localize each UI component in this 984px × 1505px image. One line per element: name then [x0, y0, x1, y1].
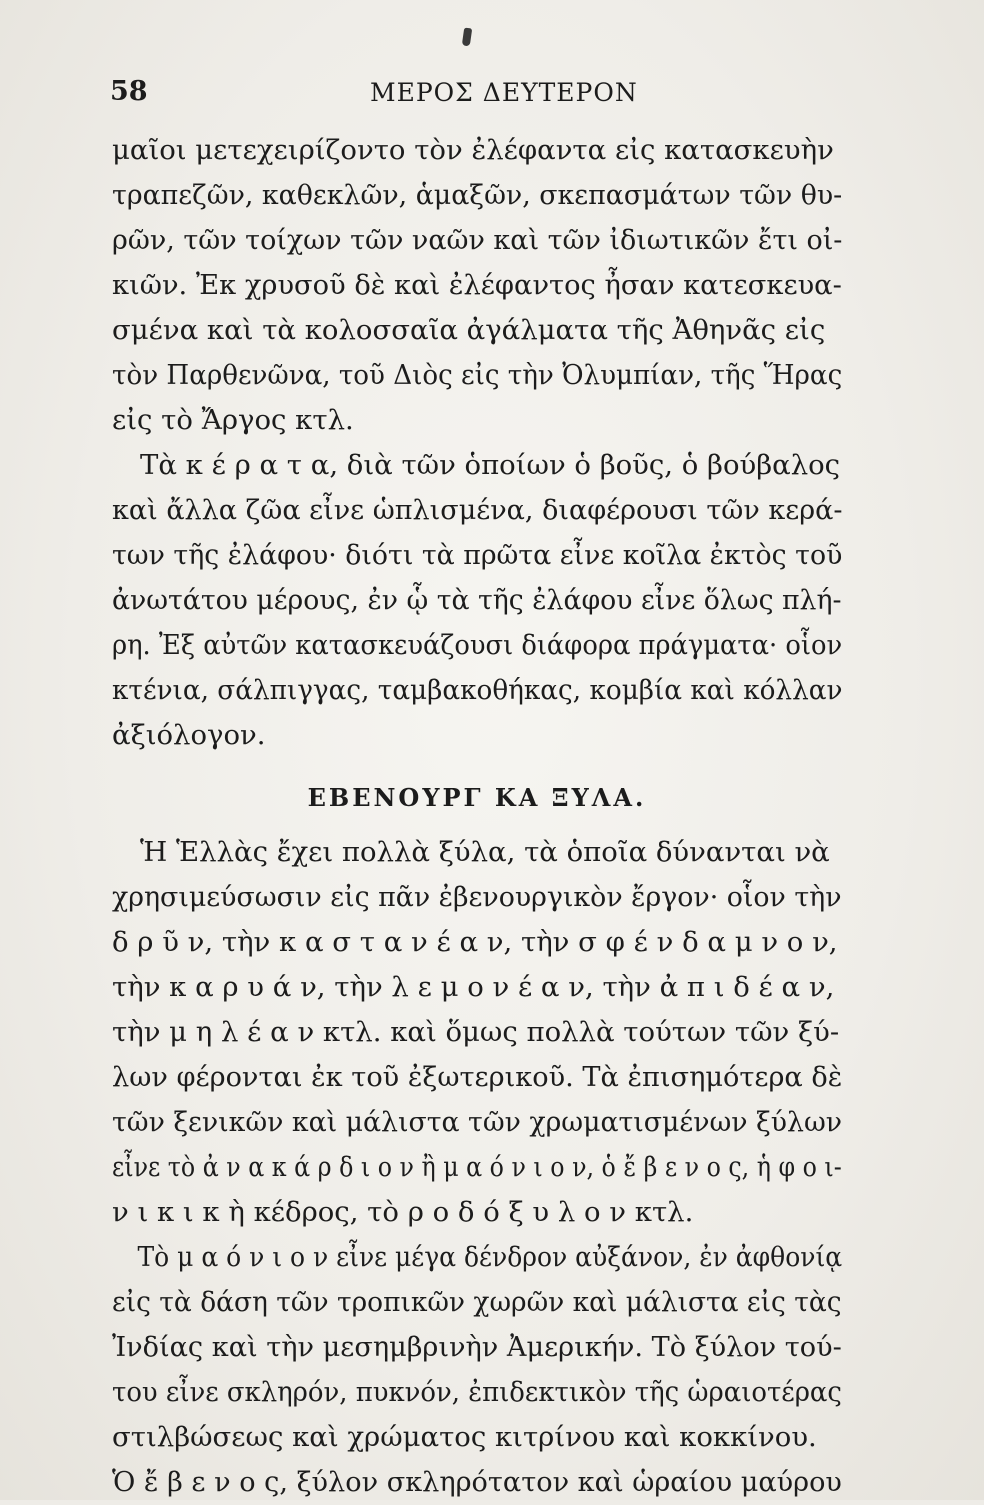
- ink-mark: [462, 28, 472, 47]
- text-line: ρῶν, τῶν τοίχων τῶν ναῶν καὶ τῶν ἰδιωτικῶν ἔτι οἰ-: [112, 224, 843, 256]
- text-line: κτένια, σάλπιγγας, ταμβακοθήκας, κομβία καὶ κόλλαν: [112, 674, 843, 706]
- text-line: ἀνωτάτου μέρους, ἐν ᾧ τὰ τῆς ἐλάφου εἶνε ὅλως πλή-: [112, 584, 842, 616]
- text-line: εἰς τὸ Ἄργος κτλ.: [112, 404, 354, 436]
- running-title: ΜΕΡΟΣ ΔΕΥΤΕΡΟΝ: [370, 78, 638, 107]
- text-line: τῶν ξενικῶν καὶ μάλιστα τῶν χρωματισμένων ξύλων: [112, 1106, 842, 1138]
- text-line: Ὁ ἔ β ε ν ο ς, ξύλον σκληρότατον καὶ ὡραίου μαύρου: [112, 1466, 842, 1498]
- text-line: Ἰνδίας καὶ τὴν μεσημβρινὴν Ἀμερικήν. Τὸ ξύλον τού-: [112, 1331, 842, 1363]
- text-line: Τὸ μ α ό ν ι ο ν εἶνε μέγα δένδρον αὐξάνον, ἐν ἀφθονίᾳ: [137, 1241, 843, 1273]
- text-line: μαῖοι μετεχειρίζοντο τὸν ἐλέφαντα εἰς κατασκευὴν: [112, 134, 834, 166]
- text-line: των τῆς ἐλάφου· διότι τὰ πρῶτα εἶνε κοῖλα ἐκτὸς τοῦ: [112, 539, 843, 571]
- text-line: δ ρ ῦ ν, τὴν κ α σ τ α ν έ α ν, τὴν σ φ έ ν δ α μ ν ο ν,: [112, 926, 838, 958]
- text-line: τὸν Παρθενῶνα, τοῦ Διὸς εἰς τὴν Ὀλυμπίαν, τῆς Ἥρας: [112, 359, 843, 391]
- page-number: 58: [110, 76, 148, 107]
- text-line: ν ι κ ι κ ὴ κέδρος, τὸ ρ ο δ ό ξ υ λ ο ν κτλ.: [112, 1196, 694, 1228]
- text-line: Τὰ κ έ ρ α τ α, διὰ τῶν ὁποίων ὁ βοῦς, ὁ βούβαλος: [140, 449, 841, 481]
- text-line: τὴν μ η λ έ α ν κτλ. καὶ ὅμως πολλὰ τούτων τῶν ξύ-: [112, 1016, 840, 1048]
- text-line: εἰς τὰ δάση τῶν τροπικῶν χωρῶν καὶ μάλιστα εἰς τὰς: [112, 1286, 842, 1318]
- text-line: εἶνε τὸ ἀ ν α κ ά ρ δ ι ο ν ἢ μ α ό ν ι ο ν, ὁ ἔ β ε ν ο ς, ἡ φ ο ι-: [112, 1151, 842, 1183]
- text-line: Ἡ Ἑλλὰς ἔχει πολλὰ ξύλα, τὰ ὁποῖα δύνανται νὰ: [140, 836, 830, 868]
- body-text: [112, 128, 842, 1505]
- text-line: χρησιμεύσωσιν εἰς πᾶν ἐβενουργικὸν ἔργον· οἷον τὴν: [112, 881, 842, 913]
- text-line: στιλβώσεως καὶ χρώματος κιτρίνου καὶ κοκκίνου.: [112, 1421, 817, 1453]
- text-line: ρη. Ἐξ αὐτῶν κατασκευάζουσι διάφορα πράγματα· οἷον: [112, 629, 843, 661]
- text-line: του εἶνε σκληρόν, πυκνόν, ἐπιδεκτικὸν τῆς ὡραιοτέρας: [112, 1376, 842, 1408]
- text-line: λων φέρονται ἐκ τοῦ ἐξωτερικοῦ. Τὰ ἐπισημότερα δὲ: [112, 1061, 843, 1093]
- text-line: κιῶν. Ἐκ χρυσοῦ δὲ καὶ ἐλέφαντος ἦσαν κατεσκευα-: [112, 269, 842, 301]
- text-line: καὶ ἄλλα ζῶα εἶνε ὡπλισμένα, διαφέρουσι τῶν κερά-: [112, 494, 843, 526]
- text-line: τὴν κ α ρ υ ά ν, τὴν λ ε μ ο ν έ α ν, τὴν ἀ π ι δ έ α ν,: [112, 971, 835, 1003]
- text-line: τραπεζῶν, καθεκλῶν, ἁμαξῶν, σκεπασμάτων τῶν θυ-: [112, 179, 843, 211]
- running-head: [110, 76, 830, 110]
- section-heading: ΕΒΕΝΟΥΡΓ ΚΑ ΞΥΛΑ.: [307, 783, 647, 812]
- text-line: σμένα καὶ τὰ κολοσσαῖα ἀγάλματα τῆς Ἀθηνᾶς εἰς: [112, 314, 826, 346]
- text-line: ἀξιόλογον.: [112, 719, 266, 751]
